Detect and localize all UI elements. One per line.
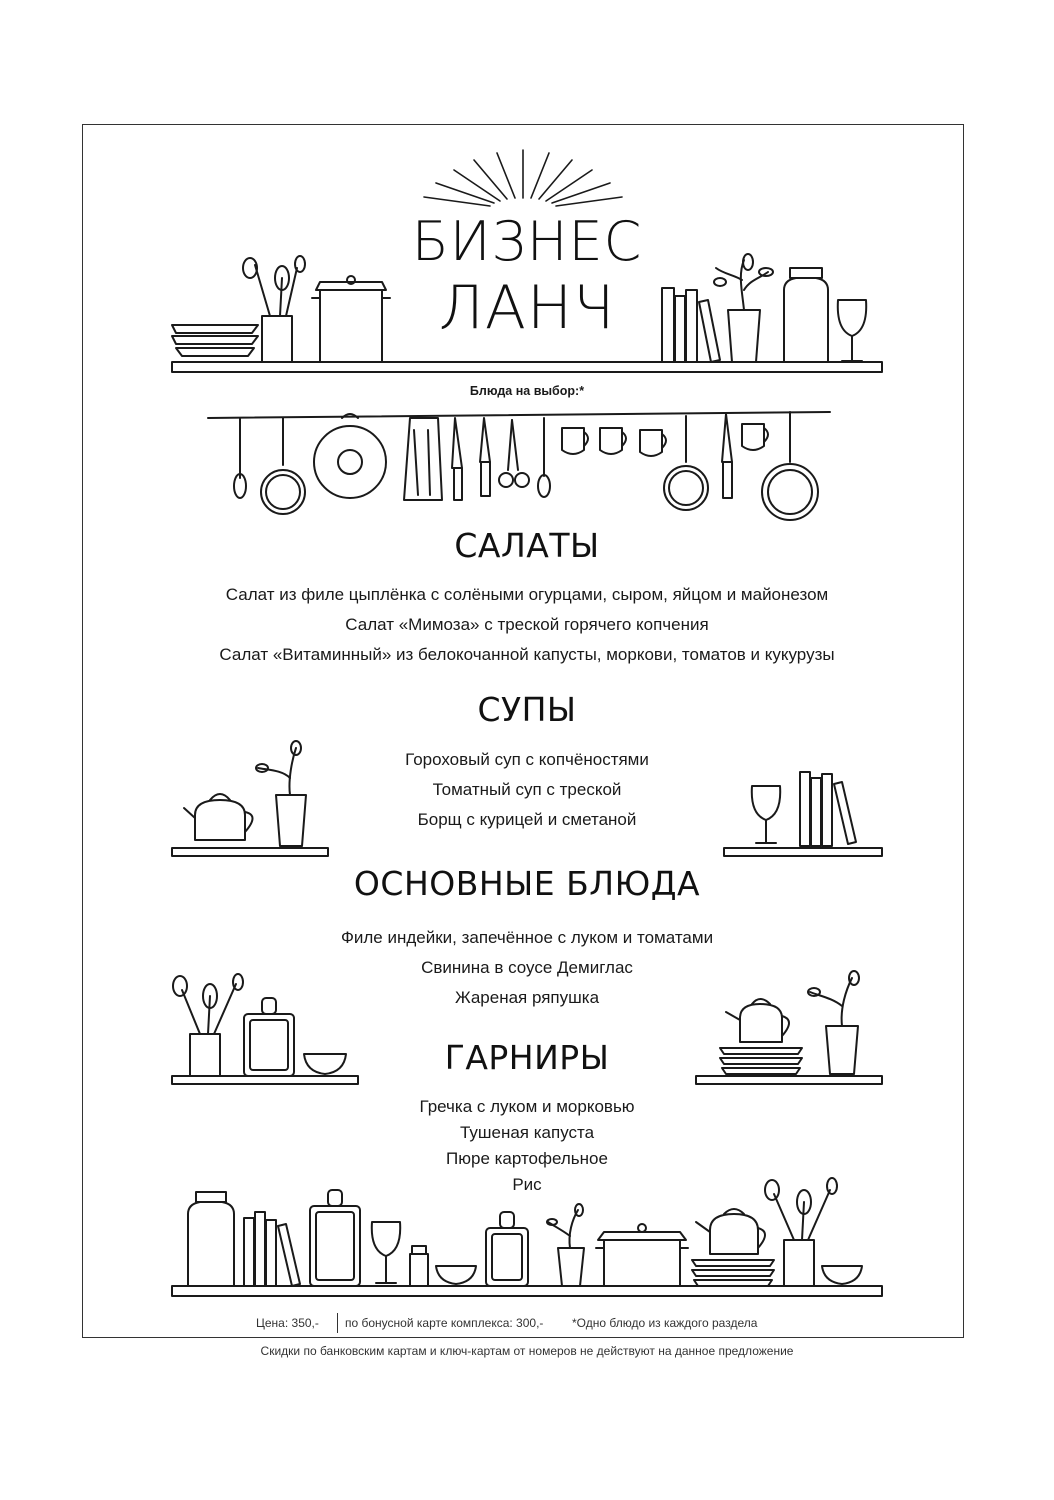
menu-item: Тушеная капуста [459,1123,595,1142]
menu-item: Борщ с курицей и сметаной [417,810,637,829]
bowl-icon-3 [822,1266,862,1284]
title-line-2: ЛАНЧ [438,273,616,343]
footnote: *Одно блюдо из каждого раздела [572,1316,758,1330]
menu-item: Салат из филе цыплёнка с солёными огурцами, сыром, яйцом и майонезом [225,585,829,604]
price: Цена: 350,- [256,1316,319,1330]
pot-icon-2 [596,1224,688,1286]
section-items-sides [0,1094,1054,1198]
small-jar-icon [410,1246,428,1286]
cutting-board-icon-3 [486,1212,528,1286]
bowl-icon-2 [436,1266,476,1284]
towel-icon [404,418,442,500]
frying-pan-icon [261,418,305,514]
disclaimer: Скидки по банковским картам и ключ-картам от номеров не действуют на данное предложение [260,1344,794,1358]
section-title-salads: САЛАТЫ [454,526,600,565]
frying-pan-icon-2 [664,416,708,510]
section-title-main-dishes: ОСНОВНЫЕ БЛЮДА [353,864,701,903]
menu-item: Салат «Витаминный» из белокочанной капусты, моркови, томатов и кукурузы [219,645,835,664]
menu-item: Рис [512,1175,542,1194]
cups-icon [562,424,768,456]
subtitle: Блюда на выбор:* [469,384,585,398]
section-items-salads [0,580,1054,670]
title-line-1: БИЗНЕС [411,210,643,273]
menu-item: Свинина в соусе Демиглас [421,958,633,977]
frying-pan-icon-3 [762,412,818,520]
plant-icon-4 [547,1204,584,1286]
menu-item: Гороховый суп с копчёностями [405,750,649,769]
menu-item: Салат «Мимоза» с треской горячего копчения [345,615,709,634]
cutting-board-icon-2 [310,1190,360,1286]
jar-icon-2 [188,1192,234,1286]
wok-icon [314,414,386,498]
divider [337,1313,338,1333]
books-icon-3 [244,1212,300,1286]
teapot-icon-3 [696,1209,765,1254]
section-title-soups: СУПЫ [477,690,577,729]
section-items-soups [0,745,1054,835]
knife-icon [452,418,462,500]
knife-icon-3 [722,414,732,498]
section-items-main-dishes [0,923,1054,1013]
menu-item: Филе индейки, запечённое с луком и томатами [340,928,714,947]
scissors-icon [499,420,529,487]
knife-icon-2 [480,418,490,496]
spoon-icon [538,418,550,497]
wine-glass-icon-3 [372,1222,400,1283]
sunburst-icon [424,150,622,206]
menu-item: Пюре картофельное [446,1149,608,1168]
ladle-icon [234,418,246,498]
menu-item: Томатный суп с треской [432,780,622,799]
menu-item: Жареная ряпушка [454,988,600,1007]
hanging-utensils [208,412,830,520]
section-title-sides: ГАРНИРЫ [444,1038,610,1077]
plates-icon-3 [692,1260,774,1286]
menu-item: Гречка с луком и морковью [419,1097,635,1116]
bonus-price: по бонусной карте комплекса: 300,- [345,1316,544,1330]
